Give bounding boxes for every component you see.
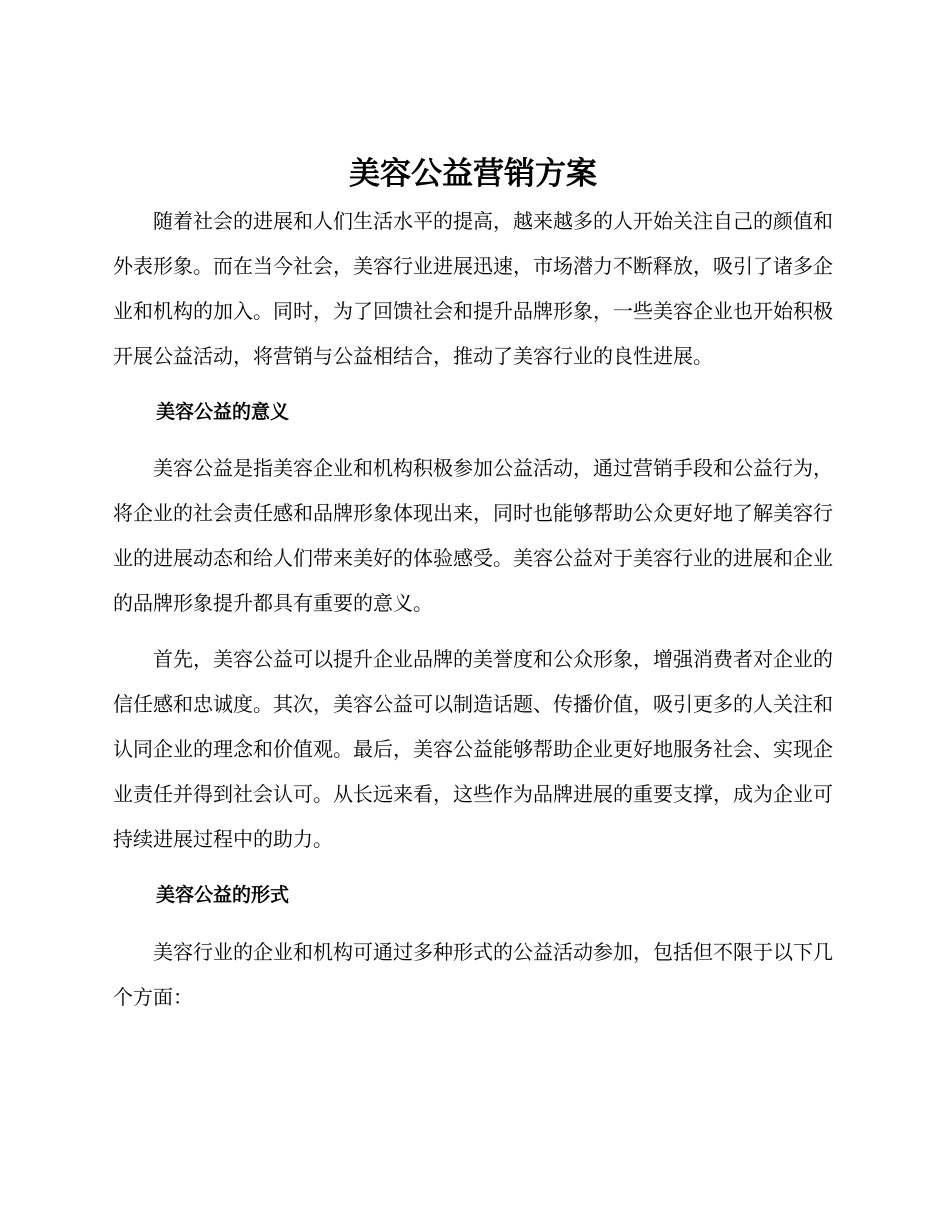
section-heading-significance: 美容公益的意义 [156, 401, 290, 423]
significance-paragraph-1: 美容公益是指美容企业和机构积极参加公益活动，通过营销手段和公益行为，将企业的社会责任感和品牌形象体现出来，同时也能够帮助公众更好地了解美容行业的进展动态和给人们带来美好的体验感受。美容公益对于美容行业的进展和企业的品牌形象提升都具有重要的意义。 [113, 456, 833, 615]
significance-paragraph-2: 首先，美容公益可以提升企业品牌的美誉度和公众形象，增强消费者对企业的信任感和忠诚度。其次，美容公益可以制造话题、传播价值，吸引更多的人关注和认同企业的理念和价值观。最后，美容公益能够帮助企业更好地服务社会、实现企业责任并得到社会认可。从长远来看，这些作为品牌进展的重要支撑，成为企业可持续进展过程中的助力。 [113, 647, 833, 851]
section-heading-forms: 美容公益的形式 [156, 884, 290, 906]
document-body [113, 152, 833, 1020]
intro-paragraph: 随着社会的进展和人们生活水平的提高，越来越多的人开始关注自己的颜值和外表形象。而在当今社会，美容行业进展迅速，市场潜力不断释放，吸引了诸多企业和机构的加入。同时，为了回馈社会和提升品牌形象，一些美容企业也开始积极开展公益活动，将营销与公益相结合，推动了美容行业的良性进展。 [113, 209, 833, 368]
document-title: 美容公益营销方案 [349, 156, 597, 192]
forms-paragraph-1: 美容行业的企业和机构可通过多种形式的公益活动参加，包括但不限于以下几个方面： [113, 940, 833, 1009]
